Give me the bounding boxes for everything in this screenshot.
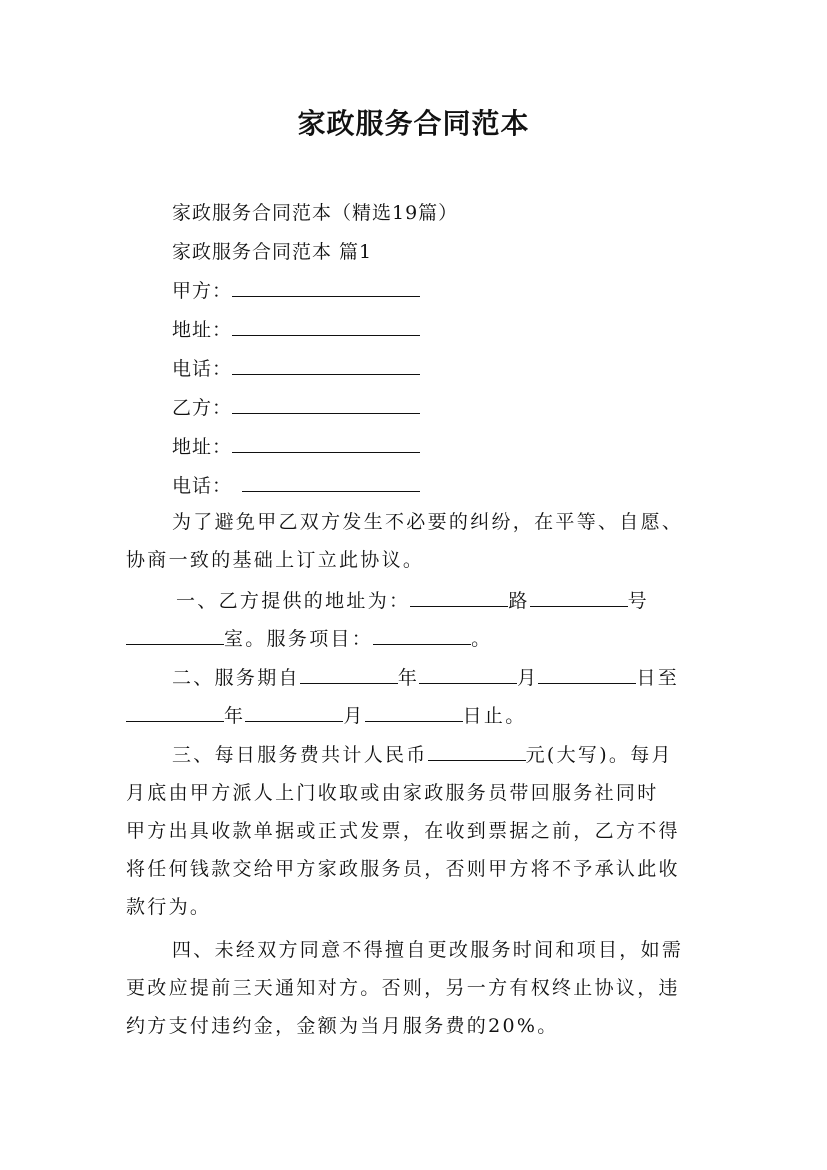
- clause-text: 日至: [636, 667, 680, 689]
- field-party-a: [172, 276, 420, 303]
- blank-line: [232, 280, 420, 297]
- text-line: [126, 697, 711, 735]
- blank-line: [232, 358, 420, 375]
- field-label: 电话：: [172, 475, 233, 497]
- field-label: 乙方：: [172, 397, 233, 419]
- text-line: 将任何钱款交给甲方家政服务员，否则甲方将不予承认此收: [126, 858, 680, 880]
- text-line: 约方支付违约金，金额为当月服务费的20%。: [126, 1015, 559, 1037]
- paragraph-intro: [126, 503, 711, 579]
- field-label: 地址：: [172, 436, 233, 458]
- clause-text: 日止。: [462, 705, 527, 727]
- clause-text: 年: [397, 667, 420, 689]
- document-subtitle: 家政服务合同范本（精选19篇）: [172, 202, 459, 224]
- clause-text: 三、每日服务费共计人民币: [172, 744, 428, 766]
- field-party-b-phone: [172, 471, 420, 498]
- field-label: 电话：: [172, 358, 233, 380]
- blank-line: [300, 667, 398, 684]
- field-label: 甲方：: [172, 280, 233, 302]
- text-line: 月底由甲方派人上门收取或由家政服务员带回服务社同时: [126, 782, 659, 804]
- blank-line: [365, 705, 463, 722]
- text-line: 协商一致的基础上订立此协议。: [126, 549, 425, 571]
- clause-text: 室。服务项目：: [224, 628, 374, 650]
- clause-text: 年: [224, 705, 246, 727]
- clause-3: [126, 736, 711, 926]
- section-heading: 家政服务合同范本 篇1: [172, 241, 373, 263]
- blank-line: [232, 397, 420, 414]
- text-line: [126, 736, 711, 774]
- clause-1: [126, 582, 711, 658]
- blank-line: [245, 705, 343, 722]
- clause-text: 月: [343, 705, 365, 727]
- blank-line: [373, 628, 471, 645]
- field-label: 地址：: [172, 319, 233, 341]
- blank-line: [419, 667, 517, 684]
- text-line: 款行为。: [126, 896, 212, 918]
- field-party-a-address: [172, 315, 420, 342]
- document-title: 家政服务合同范本: [297, 107, 530, 140]
- text-line: 为了避免甲乙双方发生不必要的纠纷，在平等、自愿、: [172, 511, 684, 533]
- field-party-a-phone: [172, 354, 420, 381]
- blank-line: [410, 590, 508, 607]
- clause-text: 二、服务期自: [172, 667, 300, 689]
- blank-line: [232, 319, 420, 336]
- clause-text: 号: [627, 590, 649, 612]
- field-party-b: [172, 393, 420, 420]
- text-line: 更改应提前三天通知对方。否则，另一方有权终止协议，违: [126, 977, 680, 999]
- text-line: [126, 582, 711, 620]
- blank-line: [242, 475, 420, 492]
- blank-line: [530, 590, 628, 607]
- text-line: 甲方出具收款单据或正式发票，在收到票据之前，乙方不得: [126, 820, 680, 842]
- clause-text: 元(大写)。每月: [525, 744, 673, 766]
- blank-line: [126, 705, 224, 722]
- text-line: [126, 620, 711, 658]
- blank-line: [428, 744, 526, 761]
- blank-line: [126, 628, 224, 645]
- field-party-b-address: [172, 432, 420, 459]
- clause-text: 。: [471, 628, 493, 650]
- clause-2: [126, 659, 711, 735]
- blank-line: [232, 436, 420, 453]
- text-line: [126, 659, 711, 697]
- text-line: 四、未经双方同意不得擅自更改服务时间和项目，如需: [172, 939, 684, 961]
- clause-text: 路: [508, 590, 530, 612]
- clause-text: 一、乙方提供的地址为：: [176, 590, 411, 612]
- clause-4: [126, 931, 711, 1045]
- blank-line: [538, 667, 636, 684]
- clause-text: 月: [517, 667, 539, 689]
